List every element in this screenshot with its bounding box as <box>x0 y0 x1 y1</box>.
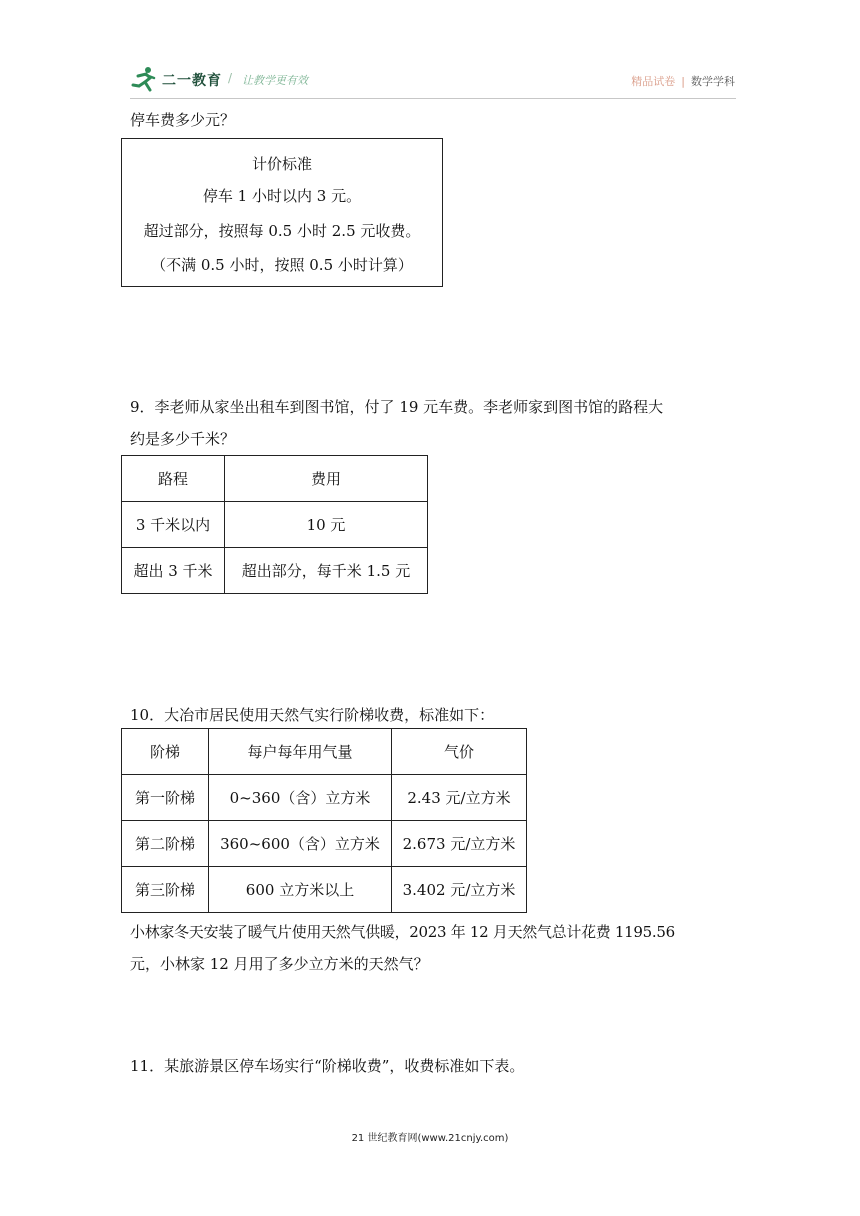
table-row <box>122 775 527 821</box>
q9-fare-table <box>121 455 428 594</box>
table-cell: 360~600（含）立方米 <box>209 821 392 867</box>
table-cell: 0~360（含）立方米 <box>209 775 392 821</box>
header-tag-premium: 精品试卷 <box>631 75 676 88</box>
q11-question-line1: 11．某旅游景区停车场实行“阶梯收费”，收费标准如下表。 <box>130 1057 525 1075</box>
table-row <box>122 867 527 913</box>
q10-question-line1: 10．大冶市居民使用天然气实行阶梯收费，标准如下： <box>130 706 495 724</box>
header-separator: | <box>681 75 685 88</box>
table-header-cell: 阶梯 <box>122 729 209 775</box>
header-slogan: 让教学更有效 <box>242 74 308 87</box>
table-cell: 10 元 <box>225 502 428 548</box>
q8-box-line: 超过部分，按照每 0.5 小时 2.5 元收费。 <box>143 222 421 240</box>
page-footer: 21 世纪教育网(www.21cnjy.com) <box>351 1133 509 1144</box>
table-row <box>122 548 428 594</box>
table-cell: 600 立方米以上 <box>209 867 392 913</box>
q9-question-line2: 约是多少千米？ <box>130 430 236 448</box>
table-cell: 3 千米以内 <box>122 502 225 548</box>
page-header <box>130 64 735 96</box>
header-rule <box>130 98 736 99</box>
table-header-cell: 费用 <box>225 456 428 502</box>
header-tags <box>631 73 735 89</box>
table-header-cell: 气价 <box>392 729 527 775</box>
table-row <box>122 821 527 867</box>
header-tag-subject: 数学学科 <box>691 75 735 88</box>
q10-gas-price-table <box>121 728 527 913</box>
q10-after-line1: 小林家冬天安装了暖气片使用天然气供暖，2023 年 12 月天然气总计花费 1195.56 <box>130 923 675 941</box>
table-header-row <box>122 456 428 502</box>
q8-box-title: 计价标准 <box>251 155 312 173</box>
table-cell: 2.43 元/立方米 <box>392 775 527 821</box>
table-cell: 3.402 元/立方米 <box>392 867 527 913</box>
q10-after-line2: 元，小林家 12 月用了多少立方米的天然气？ <box>130 955 429 973</box>
table-header-cell: 每户每年用气量 <box>209 729 392 775</box>
table-cell: 第一阶梯 <box>122 775 209 821</box>
q8-box-line: （不满 0.5 小时，按照 0.5 小时计算） <box>151 256 413 274</box>
table-cell: 第三阶梯 <box>122 867 209 913</box>
table-header-cell: 路程 <box>122 456 225 502</box>
q9-question-line1: 9．李老师从家坐出租车到图书馆，付了 19 元车费。李老师家到图书馆的路程大 <box>130 398 664 416</box>
q8-question-tail: 停车费多少元？ <box>130 111 236 129</box>
table-cell: 2.673 元/立方米 <box>392 821 527 867</box>
q8-pricing-box <box>121 138 443 287</box>
table-cell: 超出部分，每千米 1.5 元 <box>225 548 428 594</box>
table-cell: 超出 3 千米 <box>122 548 225 594</box>
table-cell: 第二阶梯 <box>122 821 209 867</box>
table-header-row <box>122 729 527 775</box>
header-slash: / <box>228 71 233 85</box>
logo-text: 二一教育 <box>162 73 222 89</box>
runner-logo-icon <box>130 66 158 92</box>
table-row <box>122 502 428 548</box>
q8-box-line: 停车 1 小时以内 3 元。 <box>202 187 362 205</box>
